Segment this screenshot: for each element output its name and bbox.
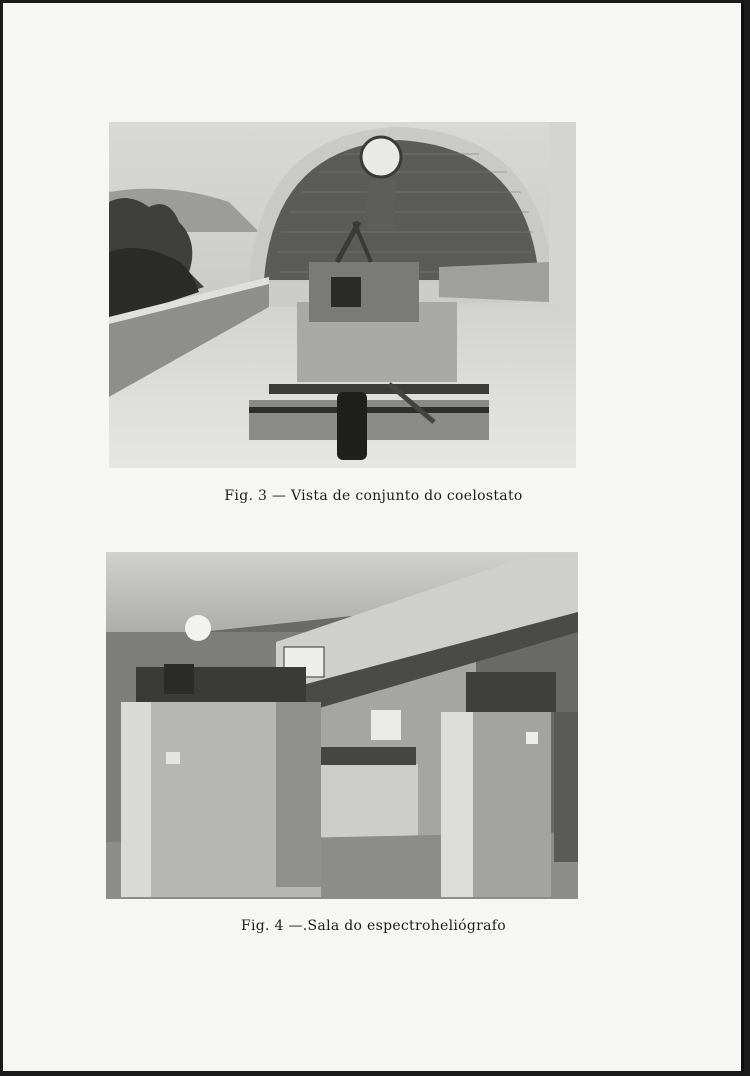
document-page [3, 3, 744, 1071]
figure-3-caption: Fig. 3 — Vista de conjunto do coelostato [224, 488, 523, 504]
figure-3-photo [109, 122, 576, 468]
figure-4-photo [106, 552, 578, 899]
figure-4-caption: Fig. 4 —.Sala do espectroheliógrafo [240, 918, 506, 934]
